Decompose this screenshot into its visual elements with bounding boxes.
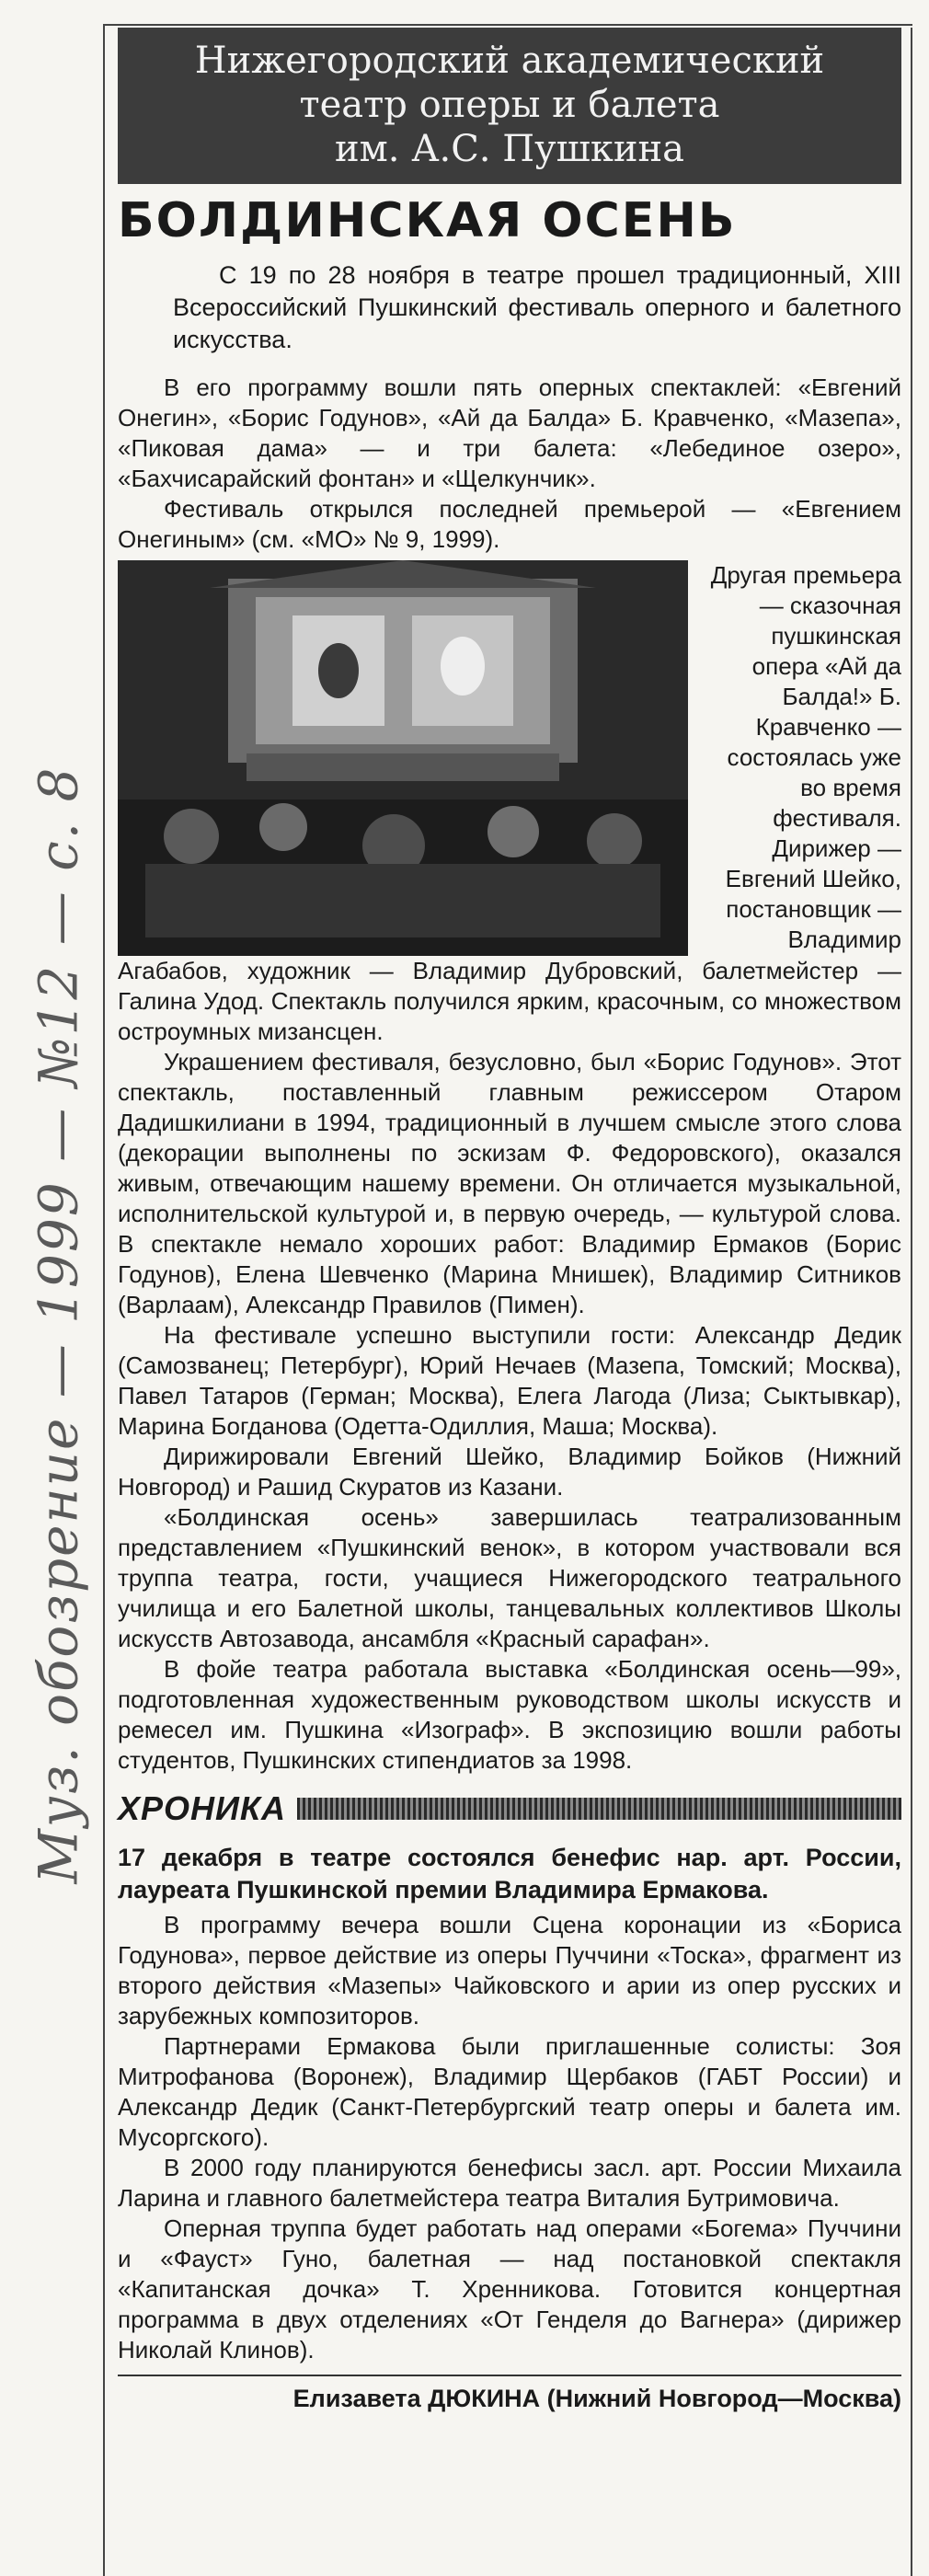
clipping-border-left bbox=[103, 24, 105, 2576]
article-title: БОЛДИНСКАЯ ОСЕНЬ bbox=[118, 193, 737, 248]
chronicle-rule bbox=[297, 1798, 901, 1820]
header-line: им. А.С. Пушкина bbox=[334, 128, 685, 170]
chronicle-header bbox=[118, 1788, 901, 1829]
paragraph: В его программу вошли пять оперных спектаклей: «Евгений Онегин», «Борис Годунов», «Ай да Балда» Б. Кравченко, «Мазепа», «Пиковая дама» — и три балета: «Лебединое озеро», «Бахчисарайский фонтан» и «Щелкунчик». bbox=[118, 374, 901, 492]
header-line: Нижегородский академический bbox=[194, 40, 825, 82]
author-signature: Елизавета ДЮКИНА (Нижний Новгород—Москва) bbox=[118, 2375, 901, 2415]
clipping-border-top bbox=[103, 24, 912, 26]
paragraph: На фестивале успешно выступили гости: Александр Дедик (Самозванец; Петербург), Юрий Нечаев (Мазепа, Томский; Москва), Павел Татаров (Герман; Москва), Елега Лагода (Лиза; Сыктывкар), Марина Богданова (Одетта-Одиллия, Маша; Москва). bbox=[118, 1321, 901, 1440]
header-line: театр оперы и балета bbox=[299, 84, 720, 126]
paragraph: Дирижировали Евгений Шейко, Владимир Бойков (Нижний Новгород) и Рашид Скуратов из Казани. bbox=[118, 1443, 901, 1501]
handwritten-note-text: Муз. обозрение — 1999 — №12 — с. 8 bbox=[27, 765, 90, 1884]
paragraph: «Болдинская осень» завершилась театрализованным представлением «Пушкинский венок», в котором участвовали вся труппа театра, гости, учащиеся Нижегородского театрального училища и его Балетной школы, танцевальных коллективов Школы искусств Автозавода, ансамбля «Красный сарафан». bbox=[118, 1503, 901, 1652]
photo-block bbox=[118, 560, 901, 956]
chronicle-paragraph: Оперная труппа будет работать над операми «Богема» Пуччини и «Фауст» Гуно, балетная — над постановкой спектакля «Капитанская дочка» Т. Хренникова. Готовится концертная программа в двух отделениях «От Генделя до Вагнера» (дирижер Николай Клинов). bbox=[118, 2214, 901, 2363]
chronicle-paragraph: Партнерами Ермакова были приглашенные солисты: Зоя Митрофанова (Воронеж), Владимир Щербаков (ГАБТ России) и Александр Дедик (Санкт-Петербургский театр оперы и балета им. Мусоргского). bbox=[118, 2032, 901, 2151]
stage-photo bbox=[118, 560, 688, 956]
chronicle-paragraph: В 2000 году планируются бенефисы засл. арт. России Михаила Ларина и главного балетмейстера театра Виталия Бутримовича. bbox=[118, 2154, 901, 2212]
chronicle-paragraph: В программу вечера вошли Сцена коронации из «Бориса Годунова», первое действие из оперы Пуччини «Тоска», фрагмент из второго действия «Мазепы» Чайковского и арии из опер русских и зарубежных композиторов. bbox=[118, 1911, 901, 2030]
paragraph: Агабабов, художник — Владимир Дубровский, балетмейстер — Галина Удод. Спектакль получился ярким, красочным, со множеством остроумных мизансцен. bbox=[118, 957, 901, 1045]
paragraph: Фестиваль открылся последней премьерой — «Евгением Онегиным» (см. «МО» № 9, 1999). bbox=[118, 495, 901, 553]
photo-side-text: Другая премьера — сказочная пушкинская опера «Ай да Балда!» Б. Кравченко — состоялась уже во время фестиваля. Дирижер — Евгений Шейко, постановщик — Владимир bbox=[710, 561, 901, 953]
article-lead: С 19 по 28 ноября в театре прошел традиционный, XIII Всероссийский Пушкинский фестиваль оперного и балетного искусства. bbox=[173, 261, 901, 353]
chronicle-lead: 17 декабря в театре состоялся бенефис нар. арт. России, лауреата Пушкинской премии Владимира Ермакова. bbox=[118, 1844, 901, 1903]
paragraph: В фойе театра работала выставка «Болдинская осень—99», подготовленная художественным руководством школы искусств и ремесел им. Пушкина «Изограф». В экспозицию вошли работы студентов, Пушкинских стипендиатов за 1998. bbox=[118, 1655, 901, 1774]
stage-photo-image bbox=[118, 560, 688, 956]
handwritten-note bbox=[17, 515, 99, 2134]
chronicle-label: ХРОНИКА bbox=[118, 1789, 287, 1827]
theatre-header bbox=[118, 28, 901, 184]
paragraph: Украшением фестиваля, безусловно, был «Борис Годунов». Этот спектакль, поставленный главным режиссером Отаром Дадишкилиани в 1994, традиционный в лучшем смысле этого слова (декорации выполнены по эскизам Ф. Федоровского), оказался живым, отвечающим нашему времени. Он отличается музыкальной, исполнительской культурой и, в первую очередь, — культурой слова. В спектакле немало хороших работ: Владимир Ермаков (Борис Годунов), Елена Шевченко (Марина Мнишек), Владимир Ситников (Варлаам), Александр Правилов (Пимен). bbox=[118, 1048, 901, 1318]
article-column bbox=[118, 28, 901, 2415]
clipping-border-right bbox=[911, 28, 912, 2576]
